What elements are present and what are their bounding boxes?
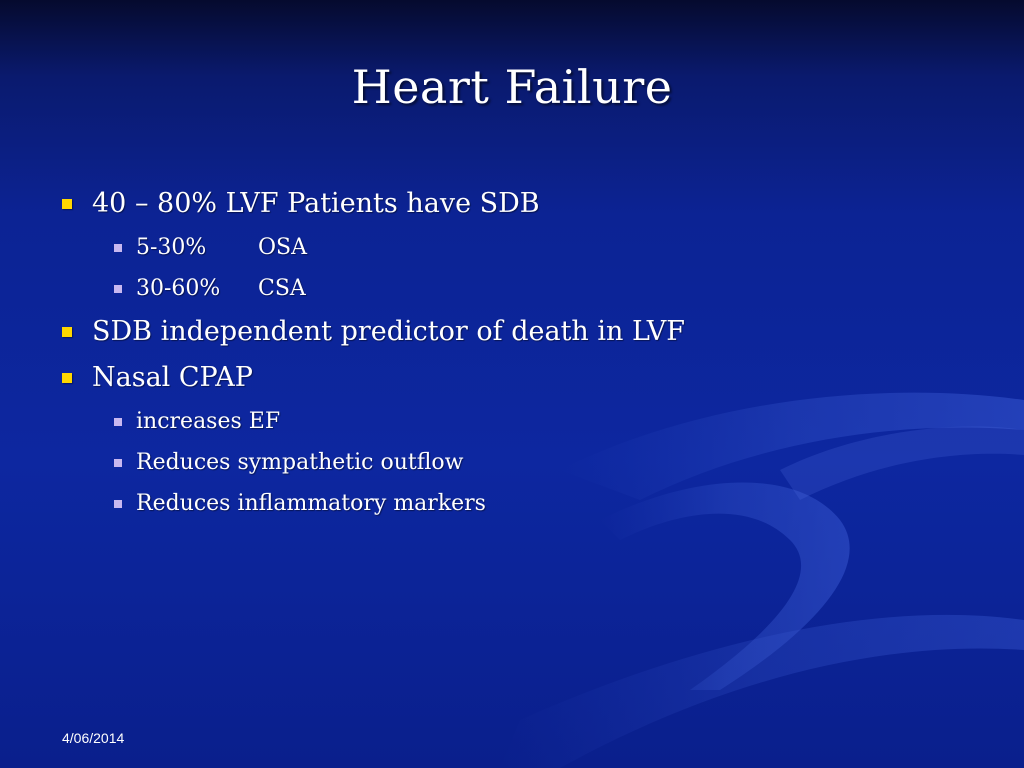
- sub-bullet-percent: 5-30%: [136, 235, 207, 260]
- sub-bullet-item: [114, 274, 962, 304]
- bullet-list: [62, 186, 962, 519]
- bullet-item: [62, 314, 962, 350]
- bullet-text: 40 – 80% LVF Patients have SDB: [92, 188, 540, 219]
- slide-title: Heart Failure: [351, 60, 673, 114]
- sub-bullet-item: [114, 233, 962, 263]
- square-bullet-icon: [62, 373, 72, 383]
- square-bullet-icon: [114, 244, 122, 252]
- bullet-item: [62, 186, 962, 222]
- sub-bullet-item: [114, 489, 962, 519]
- sub-bullet-item: [114, 407, 962, 437]
- sub-bullet-label: CSA: [258, 276, 306, 301]
- bullet-text: Nasal CPAP: [92, 362, 253, 393]
- square-bullet-icon: [114, 500, 122, 508]
- square-bullet-icon: [114, 285, 122, 293]
- sub-bullet-text: Reduces sympathetic outflow: [136, 450, 464, 475]
- sub-bullet-percent: 30-60%: [136, 276, 221, 301]
- square-bullet-icon: [114, 418, 122, 426]
- square-bullet-icon: [62, 199, 72, 209]
- bullet-text: SDB independent predictor of death in LVF: [92, 316, 685, 347]
- bullet-item: [62, 360, 962, 396]
- sub-bullet-item: [114, 448, 962, 478]
- sub-bullet-text: increases EF: [136, 409, 281, 434]
- sub-bullet-label: OSA: [258, 235, 307, 260]
- sub-bullet-text: Reduces inflammatory markers: [136, 491, 486, 516]
- square-bullet-icon: [62, 327, 72, 337]
- square-bullet-icon: [114, 459, 122, 467]
- footer-date: 4/06/2014: [62, 730, 125, 746]
